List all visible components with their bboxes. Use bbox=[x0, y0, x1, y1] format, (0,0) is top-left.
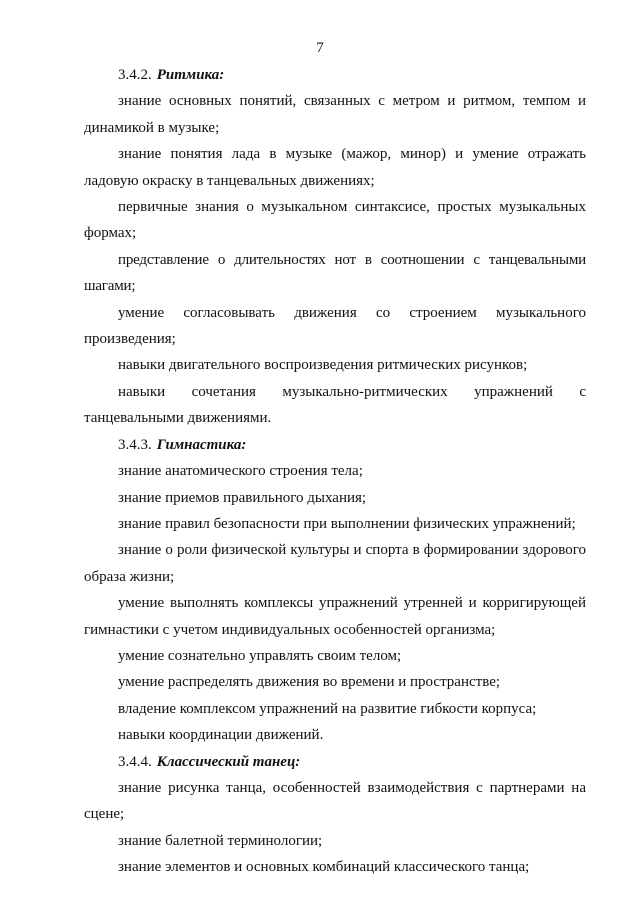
section-title: Классический танец: bbox=[156, 753, 301, 770]
list-item: навыки сочетания музыкально-ритмических упражнений с танцевальными движениями. bbox=[84, 383, 586, 427]
list-item: представление о длительностях нот в соотношении с танцевальными шагами; bbox=[84, 251, 586, 295]
document-body bbox=[84, 62, 586, 881]
section-number: 3.4.2. bbox=[118, 67, 152, 83]
section-title: Гимнастика: bbox=[156, 436, 247, 453]
page-number: 7 bbox=[316, 40, 324, 56]
section-number: 3.4.4. bbox=[118, 753, 152, 770]
list-item: знание приемов правильного дыхания; bbox=[118, 489, 367, 506]
list-item: навыки двигательного воспроизведения ритмических рисунков; bbox=[118, 357, 528, 374]
list-item: владение комплексом упражнений на развитие гибкости корпуса; bbox=[118, 700, 537, 717]
list-item: знание правил безопасности при выполнении физических упражнений; bbox=[118, 515, 576, 532]
list-item: знание анатомического строения тела; bbox=[118, 463, 363, 480]
list-item: знание понятия лада в музыке (мажор, минор) и умение отражать ладовую окраску в танцевальных движениях; bbox=[84, 146, 586, 189]
list-item: знание основных понятий, связанных с метром и ритмом, темпом и динамикой в музыке; bbox=[84, 93, 586, 136]
section-heading-rhythmics bbox=[84, 62, 586, 88]
list-item: знание балетной терминологии; bbox=[118, 832, 323, 849]
list-item: умение сознательно управлять своим телом; bbox=[118, 647, 402, 664]
list-item: умение выполнять комплексы упражнений утренней и корригирующей гимнастики с учетом индивидуальных особенностей организма; bbox=[84, 595, 586, 638]
list-item: знание рисунка танца, особенностей взаимодействия с партнерами на сцене; bbox=[84, 779, 586, 823]
section-heading-classical-dance bbox=[84, 749, 586, 775]
list-item: знание элементов и основных комбинаций классического танца; bbox=[118, 859, 530, 876]
section-heading-gymnastics bbox=[84, 432, 586, 458]
list-item: первичные знания о музыкальном синтаксисе, простых музыкальных формах; bbox=[84, 199, 586, 242]
list-item: умение распределять движения во времени и пространстве; bbox=[118, 674, 501, 691]
list-item: навыки координации движений. bbox=[118, 727, 324, 744]
section-title: Ритмика: bbox=[156, 67, 225, 83]
list-item: умение согласовывать движения со строением музыкального произведения; bbox=[84, 304, 586, 348]
list-item: знание о роли физической культуры и спорта в формировании здорового образа жизни; bbox=[84, 542, 586, 585]
section-number: 3.4.3. bbox=[118, 436, 152, 453]
